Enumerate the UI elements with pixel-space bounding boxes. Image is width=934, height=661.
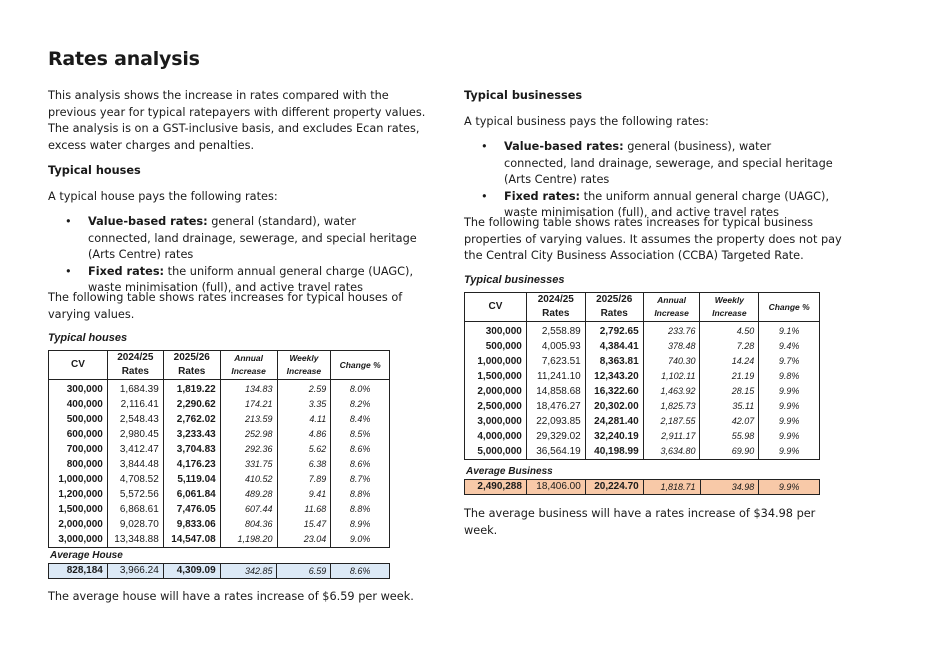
table-row — [49, 442, 390, 457]
change-cell: 8.6% — [331, 457, 390, 472]
houses-table-caption: Typical houses — [48, 332, 128, 344]
bullet-icon: • — [481, 140, 488, 153]
table-row — [49, 517, 390, 532]
annual-increase-cell: 3,634.80 — [643, 444, 700, 460]
annual-increase-cell: 331.75 — [220, 457, 277, 472]
avg-2024-25: 18,406.00 — [526, 480, 585, 495]
rates-2024-25-cell: 11,241.10 — [526, 369, 585, 384]
col-header-cv: CV — [49, 351, 108, 380]
table-row — [49, 472, 390, 487]
annual-increase-cell: 740.30 — [643, 354, 700, 369]
avg-cv: 828,184 — [49, 564, 108, 579]
weekly-increase-cell: 14.24 — [700, 354, 759, 369]
col-header-cv: CV — [465, 293, 527, 322]
change-cell: 8.0% — [331, 380, 390, 398]
col-header-annual-increase: Annual Increase — [220, 351, 277, 380]
weekly-increase-cell: 23.04 — [277, 532, 331, 548]
rates-2025-26-cell: 4,384.41 — [585, 339, 643, 354]
cv-cell: 300,000 — [465, 322, 527, 340]
change-cell: 9.4% — [759, 339, 820, 354]
change-cell: 9.1% — [759, 322, 820, 340]
col-header-2025-26: 2025/26 Rates — [585, 293, 643, 322]
rates-2025-26-cell: 2,290.62 — [163, 397, 220, 412]
avg-change: 8.6% — [331, 564, 390, 579]
cv-cell: 3,000,000 — [49, 532, 108, 548]
business-summary: The average business will have a rates increase of $34.98 per week. — [464, 507, 816, 537]
houses-table-intro: The following table shows rates increases for typical houses of varying values. — [48, 291, 403, 321]
annual-increase-cell: 2,187.55 — [643, 414, 700, 429]
change-cell: 9.9% — [759, 429, 820, 444]
annual-increase-cell: 607.44 — [220, 502, 277, 517]
table-row — [49, 532, 390, 548]
col-header-2025-26: 2025/26 Rates — [163, 351, 220, 380]
rates-2024-25-cell: 36,564.19 — [526, 444, 585, 460]
rates-2024-25-cell: 2,548.43 — [107, 412, 163, 427]
change-cell: 8.6% — [331, 442, 390, 457]
bullet-term: Value-based rates: — [504, 140, 624, 153]
intro-paragraph: This analysis shows the increase in rates compared with the previous year for typical ratepayers with different property values. The analysis is on a GST-inclusive basis, and excludes Ecan rates, excess water charges and penalties. — [48, 89, 426, 152]
rates-2024-25-cell: 6,868.61 — [107, 502, 163, 517]
rates-2024-25-cell: 2,980.45 — [107, 427, 163, 442]
table-row — [49, 457, 390, 472]
avg-weekly-increase: 34.98 — [700, 480, 759, 495]
rates-2024-25-cell: 5,572.56 — [107, 487, 163, 502]
change-cell: 8.9% — [331, 517, 390, 532]
rates-2025-26-cell: 12,343.20 — [585, 369, 643, 384]
cv-cell: 1,500,000 — [49, 502, 108, 517]
annual-increase-cell: 1,198.20 — [220, 532, 277, 548]
weekly-increase-cell: 4.86 — [277, 427, 331, 442]
cv-cell: 2,000,000 — [465, 384, 527, 399]
avg-change: 9.9% — [759, 480, 820, 495]
cv-cell: 1,200,000 — [49, 487, 108, 502]
table-row — [49, 427, 390, 442]
rates-2024-25-cell: 9,028.70 — [107, 517, 163, 532]
rates-2025-26-cell: 3,704.83 — [163, 442, 220, 457]
business-heading: Typical businesses — [464, 89, 583, 102]
cv-cell: 800,000 — [49, 457, 108, 472]
houses-average-caption: Average House — [50, 550, 123, 561]
rates-2024-25-cell: 4,708.52 — [107, 472, 163, 487]
change-cell: 9.9% — [759, 444, 820, 460]
rates-2024-25-cell: 3,412.47 — [107, 442, 163, 457]
rates-2025-26-cell: 32,240.19 — [585, 429, 643, 444]
table-row — [49, 412, 390, 427]
houses-average-row — [49, 564, 390, 579]
page-title: Rates analysis — [48, 48, 200, 70]
weekly-increase-cell: 28.15 — [700, 384, 759, 399]
cv-cell: 500,000 — [49, 412, 108, 427]
weekly-increase-cell: 4.50 — [700, 322, 759, 340]
change-cell: 9.9% — [759, 399, 820, 414]
table-row — [49, 502, 390, 517]
bullet-text: the uniform annual general charge (UAGC), waste minimisation (full), and active travel rates — [88, 264, 414, 294]
table-row — [465, 444, 820, 460]
table-row — [465, 384, 820, 399]
weekly-increase-cell: 55.98 — [700, 429, 759, 444]
change-cell: 9.9% — [759, 414, 820, 429]
bullet-text: general (business), water connected, land drainage, sewerage, and special heritage (Arts Centre) rates — [504, 140, 833, 186]
weekly-increase-cell: 11.68 — [277, 502, 331, 517]
table-row — [49, 380, 390, 398]
rates-2025-26-cell: 24,281.40 — [585, 414, 643, 429]
rates-2025-26-cell: 2,762.02 — [163, 412, 220, 427]
rates-2024-25-cell: 18,476.27 — [526, 399, 585, 414]
annual-increase-cell: 489.28 — [220, 487, 277, 502]
change-cell: 9.7% — [759, 354, 820, 369]
houses-average-table — [48, 563, 390, 579]
table-row — [465, 369, 820, 384]
cv-cell: 2,000,000 — [49, 517, 108, 532]
weekly-increase-cell: 42.07 — [700, 414, 759, 429]
rates-2025-26-cell: 8,363.81 — [585, 354, 643, 369]
avg-annual-increase: 342.85 — [220, 564, 277, 579]
weekly-increase-cell: 7.89 — [277, 472, 331, 487]
rates-2025-26-cell: 4,176.23 — [163, 457, 220, 472]
rates-2024-25-cell: 2,116.41 — [107, 397, 163, 412]
bullet-term: Value-based rates: — [88, 215, 208, 228]
annual-increase-cell: 233.76 — [643, 322, 700, 340]
bullet-text: general (standard), water connected, land drainage, sewerage, and special heritage (Arts Centre) rates — [88, 215, 417, 261]
business-lead: A typical business pays the following rates: — [464, 115, 709, 128]
rates-2025-26-cell: 14,547.08 — [163, 532, 220, 548]
bullet-term: Fixed rates: — [504, 189, 581, 203]
weekly-increase-cell: 3.35 — [277, 397, 331, 412]
cv-cell: 700,000 — [49, 442, 108, 457]
table-row — [465, 399, 820, 414]
change-cell: 8.8% — [331, 487, 390, 502]
change-cell: 8.2% — [331, 397, 390, 412]
annual-increase-cell: 174.21 — [220, 397, 277, 412]
cv-cell: 600,000 — [49, 427, 108, 442]
annual-increase-cell: 1,102.11 — [643, 369, 700, 384]
cv-cell: 3,000,000 — [465, 414, 527, 429]
change-cell: 9.9% — [759, 384, 820, 399]
table-row — [465, 322, 820, 340]
weekly-increase-cell: 7.28 — [700, 339, 759, 354]
change-cell: 9.8% — [759, 369, 820, 384]
business-bullet-list — [464, 139, 834, 222]
col-header-weekly-increase: Weekly Increase — [700, 293, 759, 322]
business-table — [464, 292, 820, 460]
houses-heading: Typical houses — [48, 164, 141, 177]
rates-2024-25-cell: 13,348.88 — [107, 532, 163, 548]
rates-2025-26-cell: 20,302.00 — [585, 399, 643, 414]
annual-increase-cell: 410.52 — [220, 472, 277, 487]
table-row — [465, 429, 820, 444]
houses-table — [48, 350, 390, 548]
weekly-increase-cell: 9.41 — [277, 487, 331, 502]
rates-2025-26-cell: 2,792.65 — [585, 322, 643, 340]
table-row — [465, 339, 820, 354]
rates-2025-26-cell: 9,833.06 — [163, 517, 220, 532]
business-table-intro: The following table shows rates increases for typical business properties of varying values. It assumes the property does not pay the Central City Business Association (CCBA) Targeted Rate. — [464, 216, 842, 262]
avg-annual-increase: 1,818.71 — [643, 480, 700, 495]
rates-2024-25-cell: 2,558.89 — [526, 322, 585, 340]
col-header-weekly-increase: Weekly Increase — [277, 351, 331, 380]
bullet-icon: • — [65, 215, 72, 228]
rates-2025-26-cell: 1,819.22 — [163, 380, 220, 398]
change-cell: 9.0% — [331, 532, 390, 548]
col-header-2024-25: 2024/25 Rates — [107, 351, 163, 380]
rates-2024-25-cell: 3,844.48 — [107, 457, 163, 472]
cv-cell: 500,000 — [465, 339, 527, 354]
annual-increase-cell: 2,911.17 — [643, 429, 700, 444]
weekly-increase-cell: 4.11 — [277, 412, 331, 427]
annual-increase-cell: 252.98 — [220, 427, 277, 442]
weekly-increase-cell: 6.38 — [277, 457, 331, 472]
cv-cell: 1,000,000 — [49, 472, 108, 487]
cv-cell: 300,000 — [49, 380, 108, 398]
weekly-increase-cell: 15.47 — [277, 517, 331, 532]
weekly-increase-cell: 2.59 — [277, 380, 331, 398]
bullet-text: the uniform annual general charge (UAGC), waste minimisation (full), and active travel rates — [504, 189, 830, 219]
weekly-increase-cell: 35.11 — [700, 399, 759, 414]
rates-2025-26-cell: 40,198.99 — [585, 444, 643, 460]
rates-2024-25-cell: 7,623.51 — [526, 354, 585, 369]
business-table-caption: Typical businesses — [464, 274, 565, 286]
table-row — [465, 414, 820, 429]
annual-increase-cell: 378.48 — [643, 339, 700, 354]
table-row — [465, 354, 820, 369]
table-row — [49, 487, 390, 502]
rates-2024-25-cell: 14,858.68 — [526, 384, 585, 399]
cv-cell: 400,000 — [49, 397, 108, 412]
change-cell: 8.7% — [331, 472, 390, 487]
avg-2025-26: 20,224.70 — [585, 480, 643, 495]
col-header-annual-increase: Annual Increase — [643, 293, 700, 322]
change-cell: 8.8% — [331, 502, 390, 517]
col-header-change: Change % — [759, 293, 820, 322]
business-bullet-value-based — [464, 139, 834, 189]
cv-cell: 2,500,000 — [465, 399, 527, 414]
col-header-2024-25: 2024/25 Rates — [526, 293, 585, 322]
rates-2024-25-cell: 22,093.85 — [526, 414, 585, 429]
rates-2024-25-cell: 1,684.39 — [107, 380, 163, 398]
houses-bullet-value-based — [48, 214, 418, 264]
bullet-icon: • — [65, 264, 72, 278]
business-average-row — [465, 480, 820, 495]
cv-cell: 1,000,000 — [465, 354, 527, 369]
houses-lead: A typical house pays the following rates: — [48, 190, 278, 203]
annual-increase-cell: 1,463.92 — [643, 384, 700, 399]
annual-increase-cell: 1,825.73 — [643, 399, 700, 414]
table-row — [49, 397, 390, 412]
change-cell: 8.5% — [331, 427, 390, 442]
houses-summary: The average house will have a rates increase of $6.59 per week. — [48, 590, 414, 603]
annual-increase-cell: 292.36 — [220, 442, 277, 457]
avg-weekly-increase: 6.59 — [277, 564, 331, 579]
avg-2025-26: 4,309.09 — [163, 564, 220, 579]
cv-cell: 1,500,000 — [465, 369, 527, 384]
rates-2025-26-cell: 3,233.43 — [163, 427, 220, 442]
bullet-icon: • — [481, 189, 488, 203]
change-cell: 8.4% — [331, 412, 390, 427]
annual-increase-cell: 213.59 — [220, 412, 277, 427]
rates-2025-26-cell: 5,119.04 — [163, 472, 220, 487]
rates-2025-26-cell: 6,061.84 — [163, 487, 220, 502]
weekly-increase-cell: 69.90 — [700, 444, 759, 460]
rates-2024-25-cell: 4,005.93 — [526, 339, 585, 354]
cv-cell: 4,000,000 — [465, 429, 527, 444]
rates-2025-26-cell: 16,322.60 — [585, 384, 643, 399]
annual-increase-cell: 134.83 — [220, 380, 277, 398]
annual-increase-cell: 804.36 — [220, 517, 277, 532]
avg-cv: 2,490,288 — [465, 480, 527, 495]
weekly-increase-cell: 5.62 — [277, 442, 331, 457]
rates-2025-26-cell: 7,476.05 — [163, 502, 220, 517]
avg-2024-25: 3,966.24 — [107, 564, 163, 579]
col-header-change: Change % — [331, 351, 390, 380]
cv-cell: 5,000,000 — [465, 444, 527, 460]
weekly-increase-cell: 21.19 — [700, 369, 759, 384]
bullet-term: Fixed rates: — [88, 264, 165, 278]
business-average-caption: Average Business — [466, 466, 553, 477]
business-average-table — [464, 479, 820, 495]
rates-2024-25-cell: 29,329.02 — [526, 429, 585, 444]
houses-bullet-list — [48, 214, 418, 297]
